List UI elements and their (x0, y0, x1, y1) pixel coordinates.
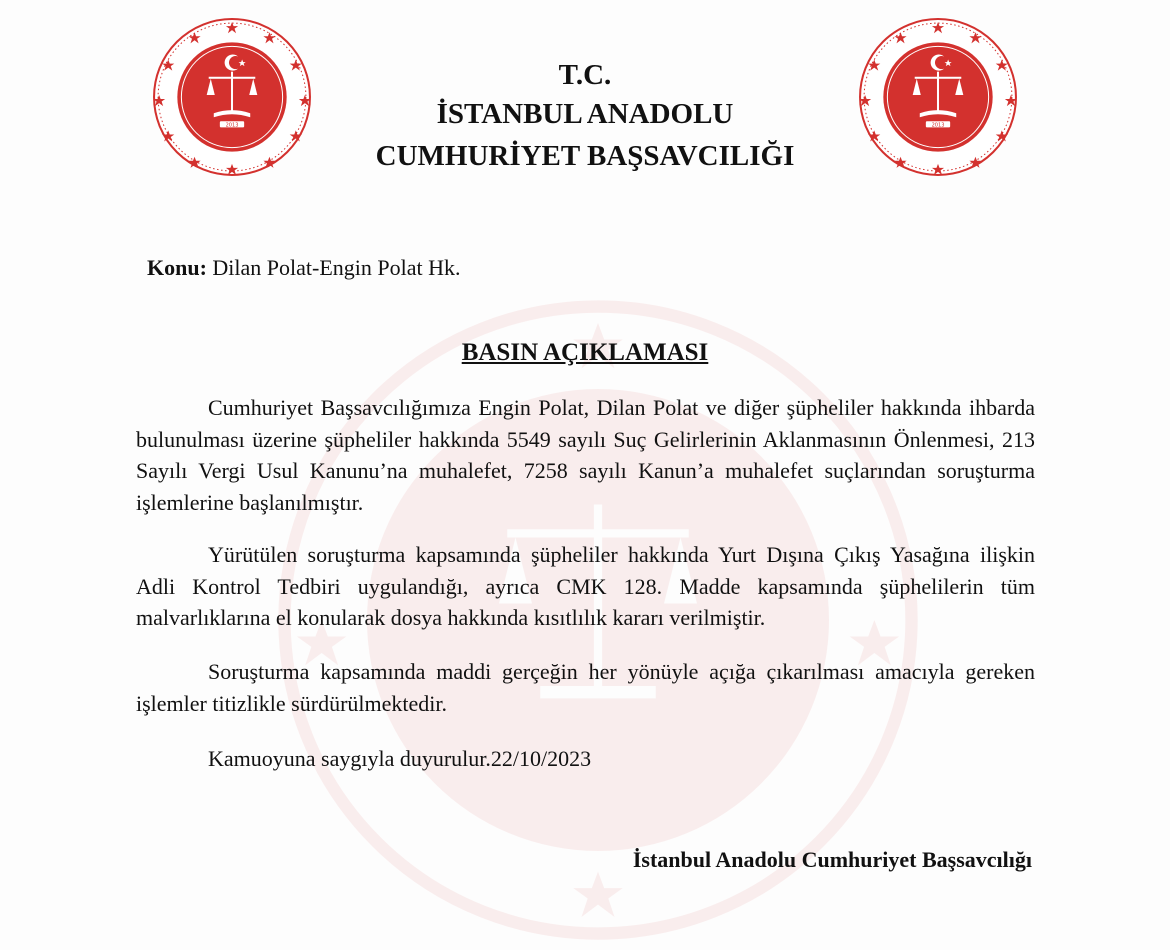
signature: İstanbul Anadolu Cumhuriyet Başsavcılığı (632, 847, 1032, 872)
paragraph-1: Cumhuriyet Başsavcılığımıza Engin Polat, Dilan Polat ve diğer şüpheliler hakkında ihbarda bulunulması üzerine şüpheliler hakkında 5549 sayılı Suç Gelirlerinin Aklanmasının Önlenmesi, 213 Sayılı Vergi Usul Kanunu’na muhalefet, 7258 sayılı Kanun’a muhalefet suçlarından soruşturma işlemlerine başlanılmıştır. (136, 395, 1035, 515)
paragraph-2: Yürütülen soruşturma kapsamında şüpheliler hakkında Yurt Dışına Çıkış Yasağına ilişkin Adli Kontrol Tedbiri uygulandığı, ayrıca CMK 128. Madde kapsamında şüphelilerin tüm malvarlıklarına el konularak dosya hakkında kısıtlılık kararı verilmiştir. (136, 542, 1035, 630)
official-seal-left-icon (151, 16, 313, 178)
press-release-title: BASIN AÇIKLAMASI (461, 339, 709, 366)
seal-year: 2013 (931, 122, 945, 129)
header-istanbul-anadolu: İSTANBUL ANADOLU (436, 98, 734, 130)
paragraph-3: Soruşturma kapsamında maddi gerçeğin her yönüyle açığa çıkarılması amacıyla gereken işlemler titizlikle sürdürülmektedir. (136, 659, 1035, 716)
official-seal-right-icon (857, 16, 1019, 178)
header-prosecutor-office: CUMHURİYET BAŞSAVCILIĞI (375, 140, 795, 172)
seal-year: 2013 (225, 122, 239, 129)
header-tc: T.C. (558, 59, 612, 91)
subject-text: Dilan Polat-Engin Polat Hk. (212, 255, 461, 280)
paragraph-closing: Kamuoyuna saygıyla duyurulur.22/10/2023 (208, 746, 592, 771)
subject-line (147, 255, 461, 281)
subject-label: Konu: (147, 255, 207, 280)
